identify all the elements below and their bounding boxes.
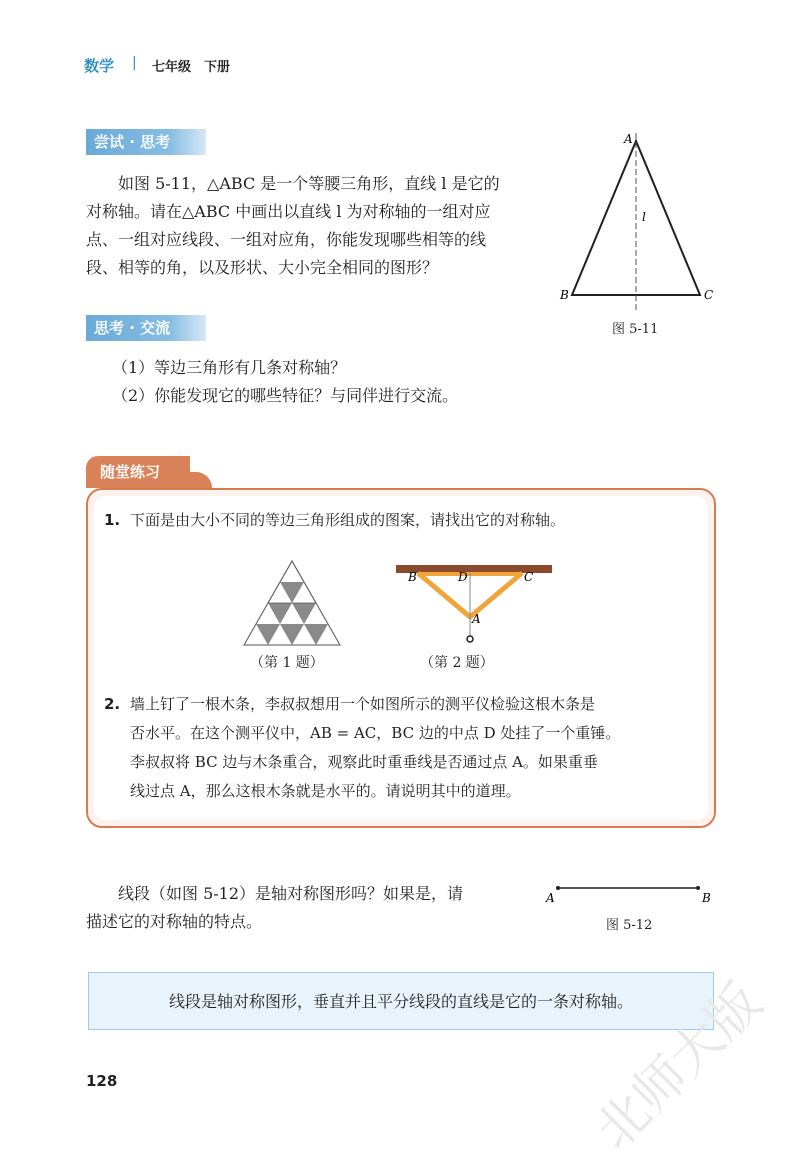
- question-2-text: [130, 690, 705, 806]
- segment-line-1: 线段（如图 5-12）是轴对称图形吗？如果是，请: [118, 884, 464, 903]
- segment-question: [86, 880, 536, 936]
- practice-tab-tail: [190, 472, 212, 488]
- try-think-line-2: 对称轴。请在△ABC 中画出以直线 l 为对称轴的一组对应: [86, 202, 491, 221]
- fig511-label-l: l: [642, 210, 646, 224]
- question-2-line-4: 线过点 A，那么这根木条就是水平的。请说明其中的道理。: [130, 782, 521, 800]
- practice-tab: 随堂练习: [86, 456, 190, 488]
- fig511-label-b: B: [560, 288, 569, 302]
- conclusion-box: 线段是轴对称图形，垂直并且平分线段的直线是它的一条对称轴。: [88, 972, 714, 1030]
- think-discuss-tag: 思考 · 交流: [86, 315, 206, 341]
- try-think-line-1: 如图 5-11，△ABC 是一个等腰三角形，直线 l 是它的: [118, 174, 500, 193]
- fig511-label-c: C: [704, 288, 714, 302]
- think-discuss-item-1: （1）等边三角形有几条对称轴？: [112, 358, 347, 377]
- fig2-label-d: D: [458, 570, 468, 584]
- try-think-paragraph: [86, 170, 556, 282]
- figure-5-12-caption: 图 5-12: [606, 918, 653, 933]
- segment-line-2: 描述它的对称轴的特点。: [86, 912, 263, 931]
- try-think-line-4: 段、相等的角，以及形状、大小完全相同的图形？: [86, 258, 439, 277]
- think-discuss-list: [112, 354, 672, 410]
- fig2-label-b: B: [408, 570, 417, 584]
- watermark-text: 北师大版: [584, 972, 774, 1162]
- question-2-line-3: 李叔叔将 BC 边与木条重合，观察此时重垂线是否通过点 A。如果重垂: [130, 753, 598, 771]
- question-1-text: 下面是由大小不同的等边三角形组成的图案，请找出它的对称轴。: [130, 511, 566, 529]
- figure-5-11-caption: 图 5-11: [612, 322, 659, 337]
- header-separator: |: [132, 55, 137, 71]
- question-1-number: 1.: [104, 511, 121, 529]
- question-2-caption: （第 2 题）: [420, 655, 494, 671]
- page-number: 128: [86, 1072, 118, 1090]
- fig511-label-a: A: [624, 132, 633, 146]
- fig512-label-a: A: [546, 891, 555, 905]
- question-2-number: 2.: [104, 695, 121, 713]
- figure-5-11-triangle: [550, 125, 730, 315]
- question-2-line-2: 否水平。在这个测平仪中，AB = AC，BC 边的中点 D 处挂了一个重锤。: [130, 724, 621, 742]
- think-discuss-item-2: （2）你能发现它的哪些特征？与同伴进行交流。: [112, 386, 459, 405]
- try-think-line-3: 点、一组对应线段、一组对应角，你能发现哪些相等的线: [86, 230, 487, 249]
- header-grade: 七年级 下册: [152, 60, 231, 75]
- fig512-label-b: B: [702, 891, 711, 905]
- plumb-bob: [467, 636, 473, 642]
- question-2-figure: [394, 561, 556, 651]
- question-1-figure: [240, 557, 344, 649]
- question-2-line-1: 墙上钉了一根木条，李叔叔想用一个如图所示的测平仪检验这根木条是: [130, 695, 596, 713]
- fig2-label-a: A: [472, 612, 481, 626]
- question-1-caption: （第 1 题）: [250, 655, 324, 671]
- try-think-tag: 尝试 · 思考: [86, 129, 206, 155]
- header-subject: 数学: [84, 57, 115, 75]
- publisher-watermark: [555, 880, 795, 1162]
- fig2-label-c: C: [524, 570, 534, 584]
